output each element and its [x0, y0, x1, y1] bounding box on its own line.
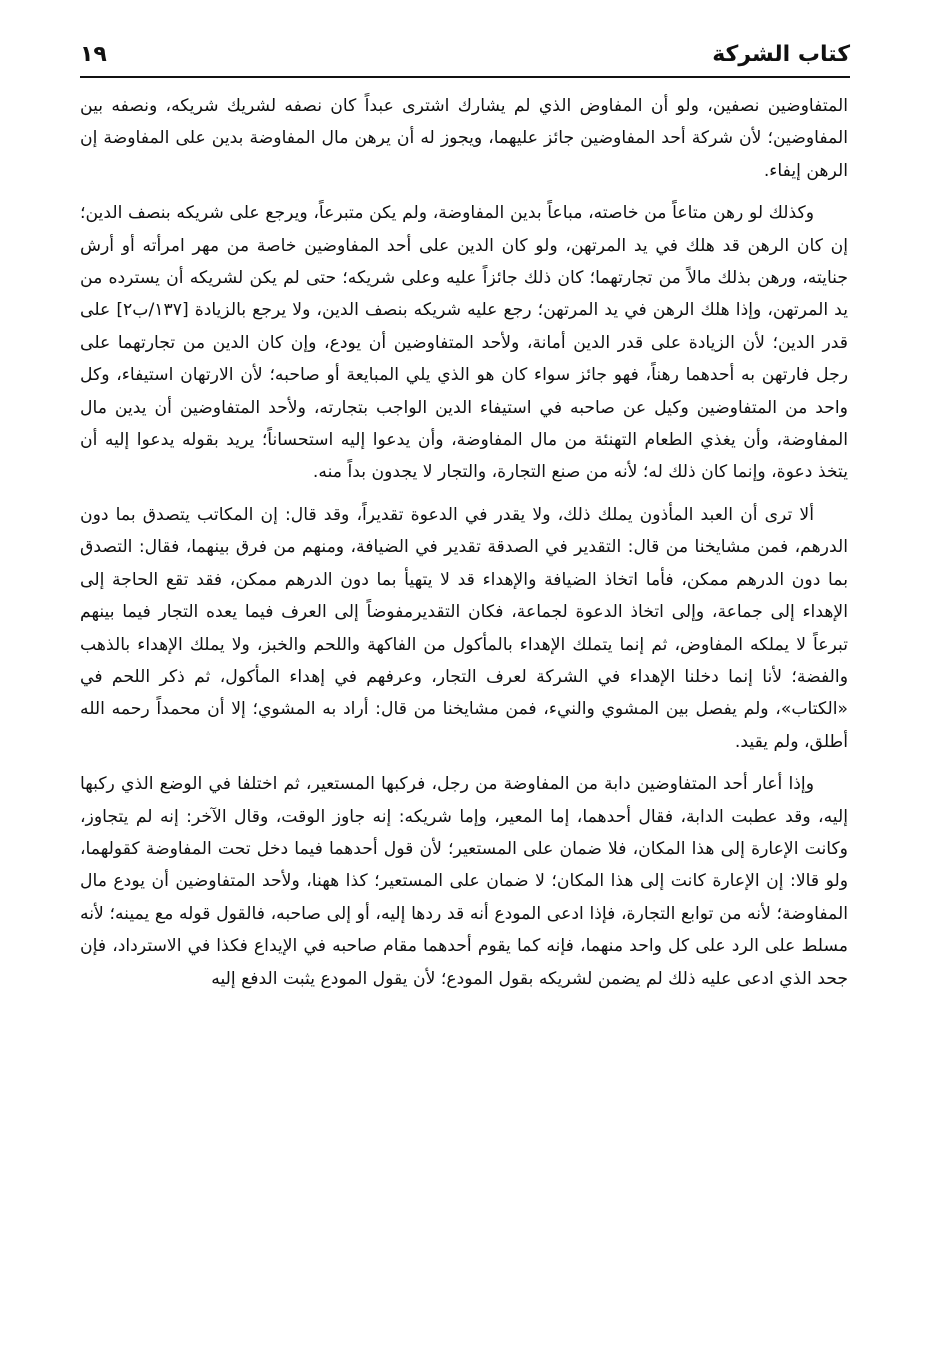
- header-divider: [80, 76, 850, 78]
- paragraph: وإذا أعار أحد المتفاوضين دابة من المفاوضة من رجل، فركبها المستعير، ثم اختلفا في الوضع الذي ركبها إليه، وقد عطبت الدابة، فقال أحدهما، إما المعير، وإما شريكه: إنه جاوز الوقت، وقال الآخر: إنه لم يتجاوز، وكانت الإعارة إلى هذا المكان، فلا ضمان على المستعير؛ لأن قول أحدهما فيما دخل تحت المفاوضة كقولهما، ولو قالا: إن الإعارة كانت إلى هذا المكان؛ لا ضمان على المستعير؛ كذا ههنا، ولأحد المتفاوضين أن يودع مال المفاوضة؛ لأنه من توابع التجارة، فإذا ادعى المودع أنه قد ردها إليه، أو إلى صاحبه، فالقول قوله مع يمينه؛ لأنه مسلط على الرد على كل واحد منهما، فإنه كما يقوم أحدهما مقام صاحبه في الإيداع فكذا في الاسترداد، فإن جحد الذي ادعى عليه ذلك لم يضمن لشريكه بقول المودع؛ لأن يقول المودع يثبت الدفع إليه: [80, 774, 848, 989]
- page-number: ١٩: [80, 41, 107, 67]
- page-header: [80, 34, 850, 74]
- paragraph: المتفاوضين نصفين، ولو أن المفاوض الذي لم يشارك اشترى عبداً كان نصفه لشريك شريكه، ونصفه بين المفاوضين؛ لأن شركة أحد المفاوضين جائز عليهما، ويجوز له أن يرهن مال المفاوضة بدين على المفاوضة إن الرهن إيفاء.: [80, 96, 848, 181]
- paragraph: ألا ترى أن العبد المأذون يملك ذلك، ولا يقدر في الدعوة تقديراً، وقد قال: إن المكاتب يتصدق بما دون الدرهم، فمن مشايخنا من قال: التقدير في الصدقة تقدير في الضيافة، ومنهم من فرق بينهما، فقال: التصدق بما دون الدرهم ممكن، فأما اتخاذ الضيافة والإهداء قد لا يتهيأ بما دون الدرهم ممكن، فقد تقع الحاجة إلى الإهداء إلى جماعة، وإلى اتخاذ الدعوة لجماعة، فكان التقديرمفوضاً إلى العرف فيما يعده التجار فيما بينهم تبرعاً لا يملكه المفاوض، ثم إنما يتملك الإهداء بالمأكول من الفاكهة واللحم والخبز، ولا يملك الإهداء بالذهب والفضة؛ لأنا إنما دخلنا الإهداء في الشركة لعرف التجار، وعرفهم في إهداء المأكول، ثم ذكر اللحم في «الكتاب»، ولم يفصل بين المشوي والنيء، فمن مشايخنا من قال: أراد به المشوي؛ إلا أن محمداً رحمه الله أطلق، ولم يقيد.: [80, 504, 848, 752]
- body-text: [80, 90, 848, 995]
- paragraph: وكذلك لو رهن متاعاً من خاصته، مباعاً بدين المفاوضة، ولم يكن متبرعاً، ويرجع على شريكه بنصف الدين؛ إن كان الرهن قد هلك في يد المرتهن، ولو كان الدين على أحد المفاوضين خاصة من مهر امرأته أو أرش جنايته، ورهن بذلك مالاً من تجارتهما؛ كان ذلك جائزاً عليه وعلى شريكه؛ حتى لم يكن لشريكه أن يسترده من يد المرتهن، وإذا هلك الرهن في يد المرتهن؛ رجع عليه شريكه بنصف الدين، ولا يرجع بالزيادة [١٣٧/ب٢] على قدر الدين؛ لأن الزيادة على قدر الدين أمانة، ولأحد المتفاوضين أن يودع، وإن كان الدين من تجارتهما على رجل فارتهن به أحدهما رهناً، فهو جائز سواء كان هو الذي يلي المبايعة أو صاحبه؛ لأن الارتهان استيفاء، وكل واحد من المتفاوضين وكيل عن صاحبه في استيفاء الدين الواجب بتجارته، ولأحد المتفاوضين أن يدين مال المفاوضة، وأن يغذي الطعام التهنئة من مال المفاوضة، وأن يدعوا إليه استحساناً؛ يريد بقوله يدعوا إليه أن يتخذ دعوة، وإنما كان ذلك له؛ لأنه من صنع التجارة، والتجار لا يجدون بداً منه.: [80, 203, 848, 483]
- running-title: كتاب الشركة: [712, 41, 850, 67]
